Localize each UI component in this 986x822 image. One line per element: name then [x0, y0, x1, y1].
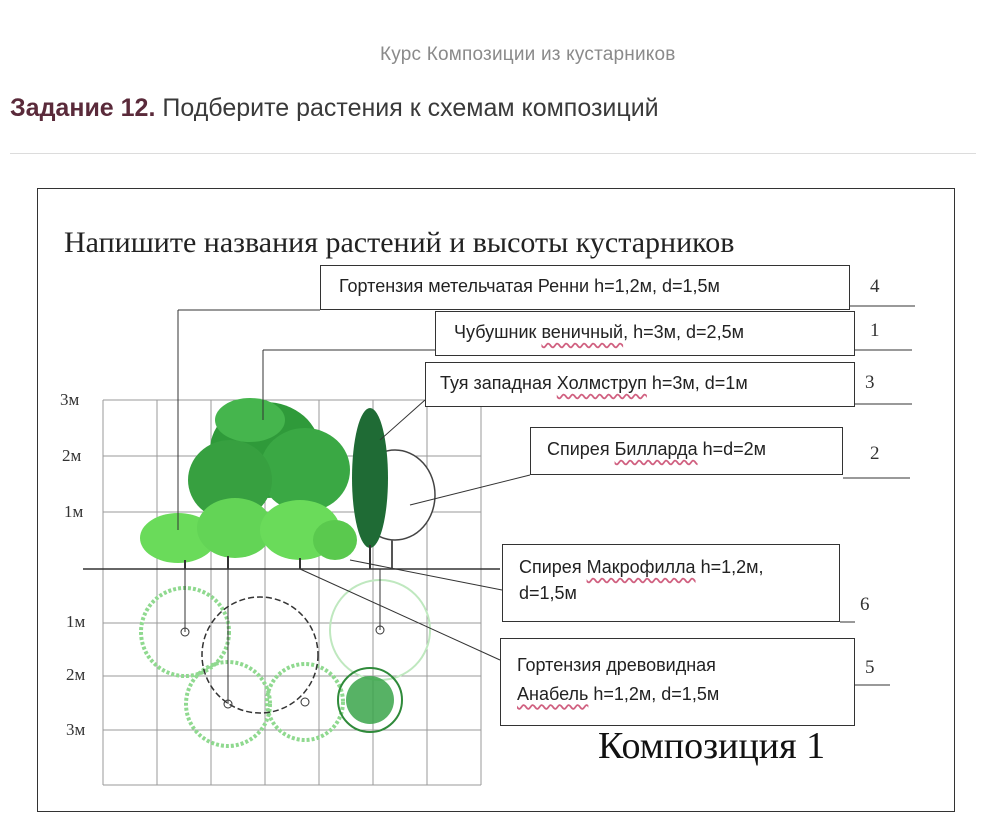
- label-text-1b: веничный: [541, 322, 624, 342]
- height-axis-2: 2м: [62, 446, 82, 465]
- label-text-1c: , h=3м, d=2,5м: [623, 322, 744, 342]
- label-number-1: 1: [870, 320, 880, 341]
- label-box-6: [502, 544, 840, 622]
- task-text: Подберите растения к схемам композиций: [162, 94, 659, 122]
- label-text-2c: h=d=2м: [697, 439, 767, 459]
- label-box-1: [435, 311, 855, 356]
- label-text-6d: d=1,5м: [519, 583, 577, 604]
- height-axis-1: 1м: [64, 502, 84, 521]
- label-number-6: 6: [860, 594, 870, 615]
- depth-axis-2: 2м: [66, 665, 86, 684]
- label-text-6b: Макрофилла: [586, 557, 696, 577]
- label-number-5: 5: [865, 657, 875, 678]
- label-text-6a: Спирея: [519, 557, 587, 577]
- plan-view: [141, 580, 430, 746]
- label-box-5: [500, 638, 855, 726]
- task-label: Задание 12.: [10, 94, 156, 122]
- label-box-2: [530, 427, 843, 475]
- depth-axis-3: 3м: [66, 720, 86, 739]
- label-text-6c: h=1,2м,: [695, 557, 764, 577]
- label-text-3b: Холмструп: [556, 373, 647, 393]
- label-text-5c: h=1,2м, d=1,5м: [588, 683, 720, 704]
- label-text-3c: h=3м, d=1м: [646, 373, 748, 393]
- label-box-3: [425, 362, 855, 407]
- course-title: Курс Композиции из кустарников: [380, 44, 676, 65]
- label-number-2: 2: [870, 443, 880, 464]
- label-box-4: [320, 265, 850, 310]
- label-number-3: 3: [865, 372, 875, 393]
- depth-axis-1: 1м: [66, 612, 86, 631]
- label-text-5b: Анабель: [517, 683, 589, 704]
- label-number-4: 4: [870, 276, 880, 297]
- height-axis-3: 3м: [60, 390, 80, 409]
- elevation-view: [140, 398, 435, 569]
- composition-label: Композиция 1: [598, 725, 826, 767]
- label-text-1a: Чубушник: [454, 322, 542, 342]
- label-text-4: Гортензия метельчатая Ренни h=1,2м, d=1,5м: [339, 276, 720, 296]
- label-text-2a: Спирея: [547, 439, 615, 459]
- scheme-heading: Напишите названия растений и высоты кустарников: [64, 226, 735, 259]
- label-text-3a: Туя западная: [440, 373, 557, 393]
- label-text-2b: Билларда: [614, 439, 698, 459]
- label-text-5a: Гортензия древовидная: [517, 655, 716, 675]
